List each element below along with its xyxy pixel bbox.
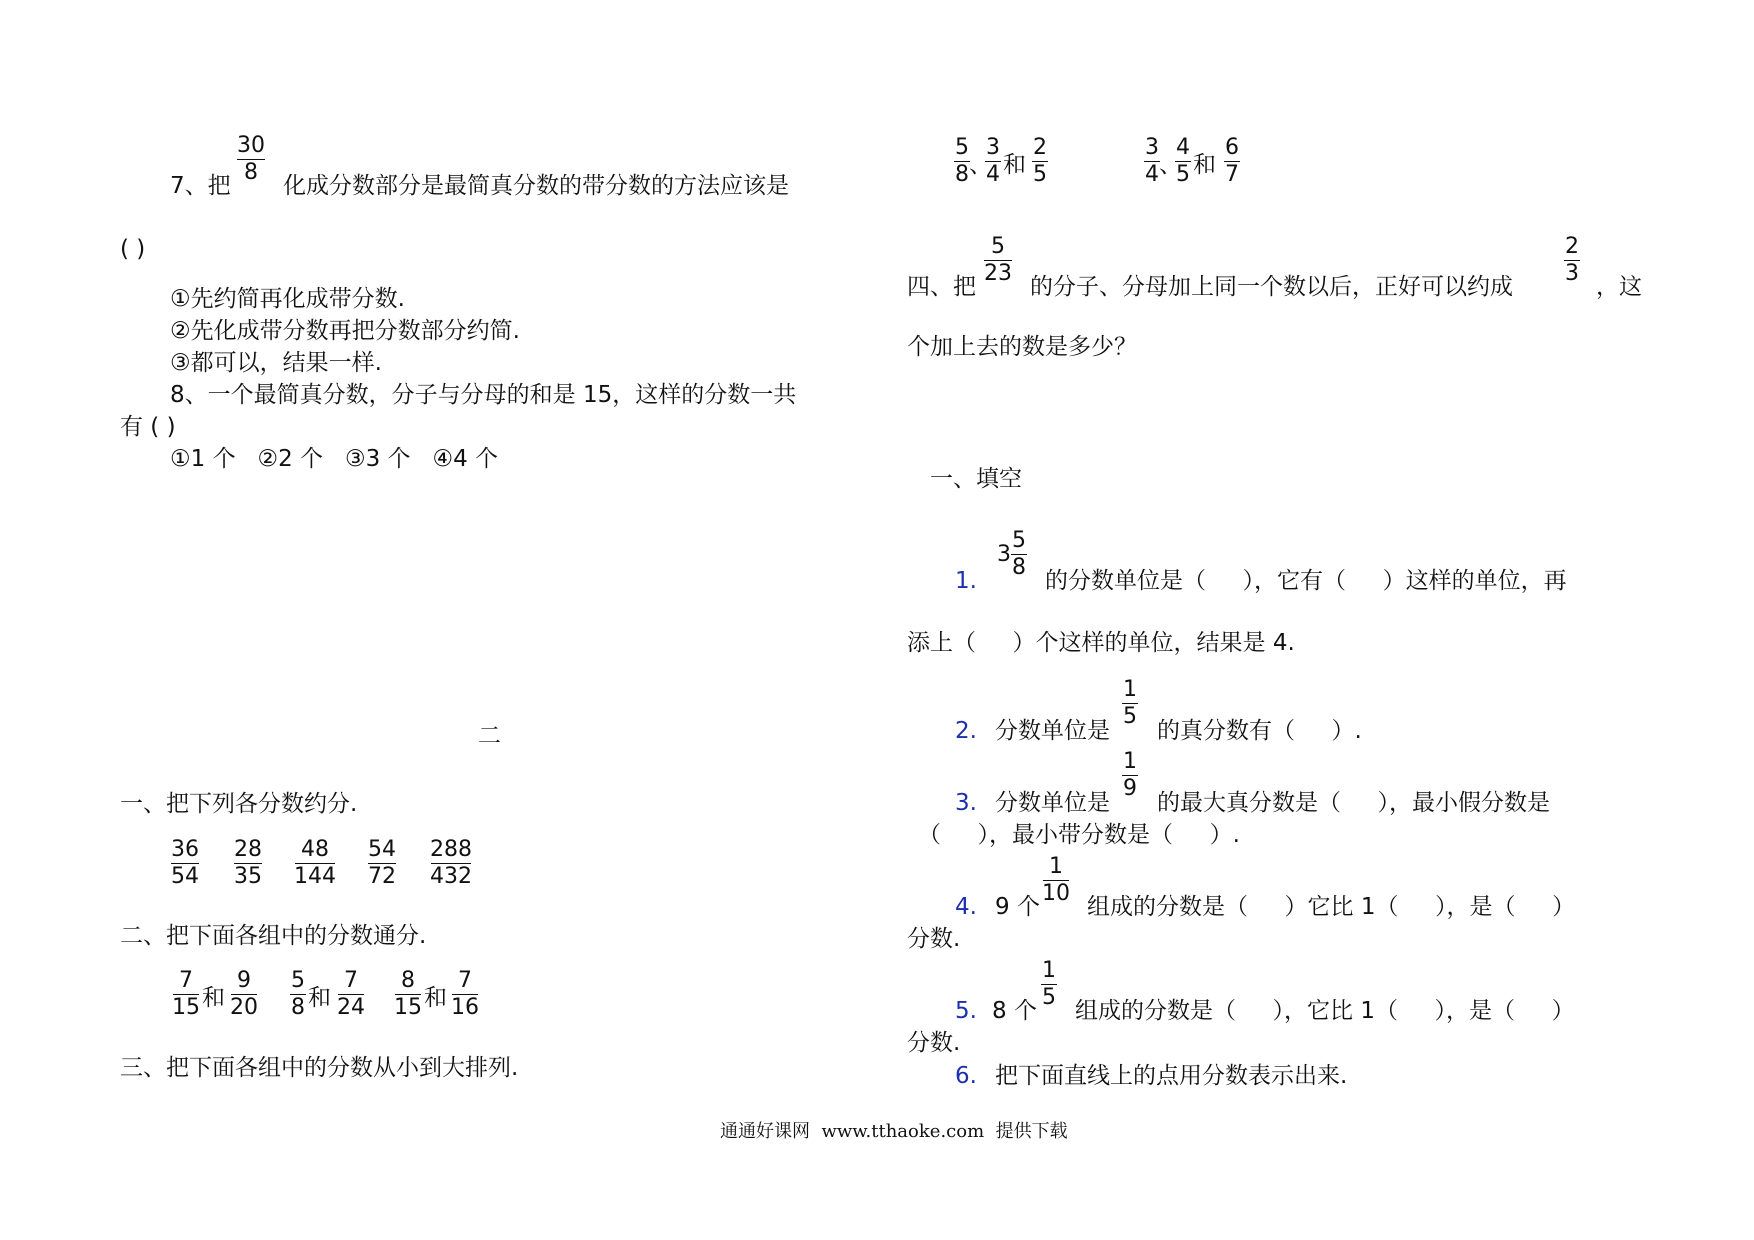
fraction-numerator: 1: [1042, 958, 1056, 983]
fraction-numerator: 3: [1145, 135, 1159, 160]
separator: 、: [969, 152, 992, 178]
item-4-text: 组成的分数是（ ）它比 1（ ），是（ ）: [1087, 894, 1576, 920]
separator: 、: [1159, 152, 1182, 178]
section-2-heading: 二: [478, 723, 501, 749]
fraction-numerator: 6: [1225, 135, 1239, 160]
item-5-text: 组成的分数是（ ），它比 1（ ），是（ ）: [1075, 998, 1575, 1024]
item-2-fraction: [1105, 679, 1155, 728]
fraction-numerator: 2: [1565, 234, 1579, 259]
fraction-denominator: 4: [1145, 162, 1159, 187]
fill-section-title: 一、填空: [930, 466, 1022, 492]
fraction-denominator: 72: [368, 864, 396, 889]
fraction-denominator: 144: [294, 864, 336, 889]
fraction-numerator: 2: [1033, 135, 1047, 160]
fraction-numerator: 7: [458, 968, 472, 993]
fraction-numerator: 9: [237, 968, 251, 993]
item-3-number: 3.: [955, 790, 977, 816]
sort-group-2-fraction-3: [1207, 137, 1257, 186]
and-label: 和: [1193, 152, 1216, 178]
fraction-denominator: 23: [984, 261, 1012, 286]
q8-line-1: 8、一个最简真分数，分子与分母的和是 15，这样的分数一共: [170, 382, 797, 408]
fraction-numerator: 7: [179, 968, 193, 993]
reduce-fraction-5: [426, 839, 476, 888]
item-3-text: 的最大真分数是（ ），最小假分数是: [1157, 790, 1551, 816]
item-1-fraction: [994, 530, 1044, 579]
item-2-text: 的真分数有（ ）.: [1157, 718, 1362, 744]
item-5-fraction: [1024, 960, 1074, 1009]
fraction-denominator: 9: [1123, 776, 1137, 801]
fraction-numerator: 4: [1176, 135, 1190, 160]
footer-credit: 通通好课网 www.tthaoke.com 提供下载: [720, 1121, 1068, 1142]
fraction-denominator: 16: [451, 995, 479, 1020]
item-4-fraction: [1031, 856, 1081, 905]
q8-options: ①1 个 ②2 个 ③3 个 ④4 个: [170, 446, 499, 472]
item-2-number: 2.: [955, 718, 977, 744]
item-3-line-2: （ ），最小带分数是（ ）.: [918, 822, 1240, 848]
q8-line-2: 有 ( ): [120, 414, 176, 440]
fraction-denominator: 8: [244, 160, 258, 185]
q7-prefix: 7、把: [170, 173, 231, 199]
fraction-numerator: 1: [1123, 749, 1137, 774]
fraction-denominator: 5: [1042, 985, 1056, 1010]
fraction-numerator: 28: [234, 837, 262, 862]
and-label: 和: [308, 985, 331, 1011]
and-label: 和: [424, 985, 447, 1011]
fraction-denominator: 7: [1225, 162, 1239, 187]
item-3-pre: 分数单位是: [995, 790, 1110, 816]
fraction-denominator: 10: [1042, 881, 1070, 906]
and-label: 和: [202, 985, 225, 1011]
fraction-numerator: 54: [368, 837, 396, 862]
fraction-numerator: 1: [1049, 854, 1063, 879]
fraction-numerator: 5: [291, 968, 305, 993]
part-4-text: 的分子、分母加上同一个数以后，正好可以约成: [1030, 274, 1513, 300]
reduce-fraction-4: [357, 839, 407, 888]
fraction-numerator: 1: [1123, 677, 1137, 702]
fraction-denominator: 8: [291, 995, 305, 1020]
part-4-fraction-2: [1547, 236, 1597, 285]
item-5-pre: 8 个: [992, 998, 1037, 1024]
item-1-number: 1.: [955, 568, 977, 594]
part-4-line-2: 个加上去的数是多少？: [907, 334, 1137, 360]
reduce-fraction-1: [160, 839, 210, 888]
fraction-denominator: 20: [230, 995, 258, 1020]
item-5-number: 5.: [955, 998, 977, 1024]
item-3-fraction: [1105, 751, 1155, 800]
fraction-denominator: 15: [172, 995, 200, 1020]
q7-option-1: ①先约简再化成带分数.: [170, 286, 405, 312]
lcd-group-3-fraction-b: [440, 970, 490, 1019]
part-4-suffix: ，这: [1596, 274, 1642, 300]
fraction-numerator: 48: [301, 837, 329, 862]
q7-answer-blank: ( ): [120, 236, 146, 262]
part-4-prefix: 四、把: [907, 274, 976, 300]
part-2-title: 二、把下面各组中的分数通分.: [120, 923, 427, 949]
fraction-numerator: 3: [986, 135, 1000, 160]
part-1-title: 一、把下列各分数约分.: [120, 791, 358, 817]
item-4-line-2: 分数.: [907, 926, 961, 952]
q7-option-3: ③都可以，结果一样.: [170, 350, 382, 376]
item-4-pre: 9 个: [995, 894, 1040, 920]
item-1-text: 的分数单位是（ ），它有（ ）这样的单位，再: [1045, 568, 1567, 594]
fraction-denominator: 3: [1565, 261, 1579, 286]
item-6-text: 把下面直线上的点用分数表示出来.: [995, 1063, 1348, 1089]
fraction-denominator: 4: [986, 162, 1000, 187]
fraction-numerator: 8: [401, 968, 415, 993]
fraction-numerator: 5: [955, 135, 969, 160]
fraction-denominator: 8: [1012, 555, 1026, 580]
fraction-denominator: 432: [430, 864, 472, 889]
fraction-denominator: 24: [337, 995, 365, 1020]
fraction-numerator: 288: [430, 837, 472, 862]
q7-fraction: [226, 135, 276, 184]
item-5-line-2: 分数.: [907, 1030, 961, 1056]
fraction-denominator: 15: [394, 995, 422, 1020]
item-1-line-2: 添上（ ）个这样的单位，结果是 4.: [907, 630, 1295, 656]
fraction-numerator: 36: [171, 837, 199, 862]
and-label: 和: [1003, 152, 1026, 178]
fraction-denominator: 5: [1176, 162, 1190, 187]
reduce-fraction-3: [290, 839, 340, 888]
fraction-numerator: 5: [991, 234, 1005, 259]
fraction-numerator: 30: [237, 133, 265, 158]
q7-text: 化成分数部分是最简真分数的带分数的方法应该是: [283, 173, 789, 199]
fraction-denominator: 8: [955, 162, 969, 187]
part-4-fraction-1: [973, 236, 1023, 285]
reduce-fraction-2: [223, 839, 273, 888]
fraction-numerator: 5: [1012, 528, 1026, 553]
fraction-denominator: 5: [1123, 704, 1137, 729]
q7-option-2: ②先化成带分数再把分数部分约简.: [170, 318, 520, 344]
item-6-number: 6.: [955, 1063, 977, 1089]
fraction-denominator: 5: [1033, 162, 1047, 187]
sort-group-1-fraction-3: [1015, 137, 1065, 186]
fraction-denominator: 35: [234, 864, 262, 889]
lcd-group-2-fraction-b: [326, 970, 376, 1019]
fraction-numerator: 7: [344, 968, 358, 993]
part-3-title: 三、把下面各组中的分数从小到大排列.: [120, 1055, 519, 1081]
item-1-mixed-whole: 3: [997, 542, 1011, 567]
item-4-number: 4.: [955, 894, 977, 920]
lcd-group-1-fraction-b: [219, 970, 269, 1019]
fraction-denominator: 54: [171, 864, 199, 889]
item-2-pre: 分数单位是: [995, 718, 1110, 744]
